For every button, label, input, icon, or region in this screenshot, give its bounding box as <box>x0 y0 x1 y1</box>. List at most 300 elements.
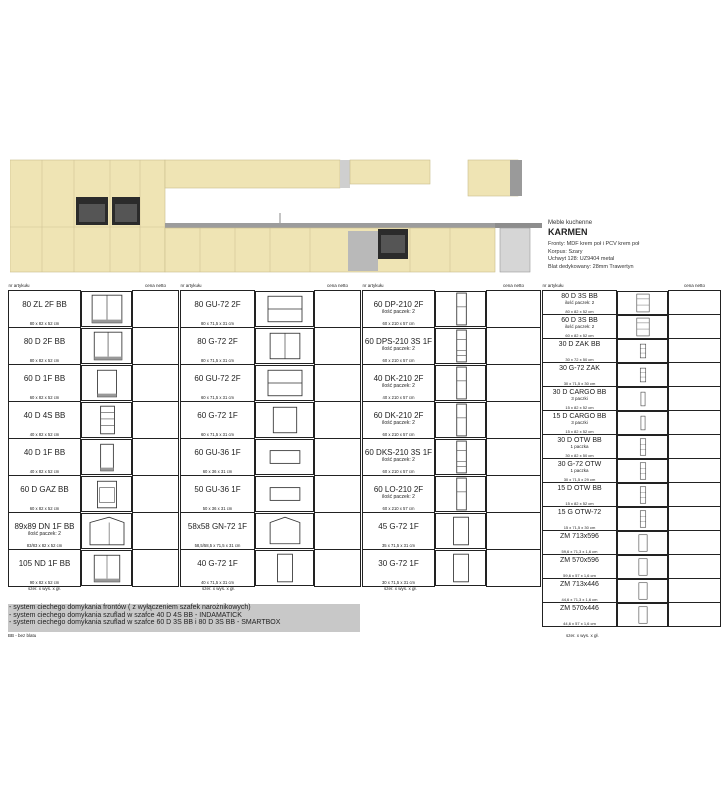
catalog-table-tall <box>362 281 541 587</box>
table-row <box>9 439 179 476</box>
collection-info <box>548 220 723 271</box>
product-cell <box>9 550 81 587</box>
package-count: ilość paczek: 2 <box>382 309 415 315</box>
product-cell <box>181 328 255 365</box>
panel-icon <box>627 532 659 554</box>
table-row <box>181 328 361 365</box>
product-name: 105 ND 1F BB <box>18 559 71 568</box>
header-article: nr artykułu <box>362 283 384 288</box>
wall-1door-narrow-icon <box>437 551 485 585</box>
product-name: ZM 570x446 <box>560 605 599 612</box>
handle-info: Uchwyt 128: UZ9404 metal <box>548 256 615 262</box>
product-cell <box>181 291 255 328</box>
product-name: 60 DKS-210 3S 1F <box>364 448 433 457</box>
table-row <box>543 315 721 339</box>
product-dimensions: 60 x 71,5 x 31 cm <box>200 432 235 437</box>
base-2door-icon <box>83 329 131 363</box>
product-cell <box>9 402 81 439</box>
price-cell[interactable] <box>487 550 541 587</box>
product-cell <box>543 291 617 315</box>
price-cell[interactable] <box>669 339 721 363</box>
table-row <box>543 363 721 387</box>
product-drawing <box>617 363 668 387</box>
tall-drawers-icon <box>437 329 485 363</box>
price-cell[interactable] <box>487 476 541 513</box>
product-cell <box>181 513 255 550</box>
product-dimensions: 15 x 82 x 52 cm <box>565 429 594 434</box>
body-info: Korpus: Szary <box>548 248 583 255</box>
price-cell[interactable] <box>669 363 721 387</box>
product-drawing <box>435 439 486 475</box>
product-cell <box>9 513 81 550</box>
product-name: 40 D 1F BB <box>23 448 66 457</box>
price-cell[interactable] <box>669 411 721 435</box>
table-row <box>363 291 541 328</box>
product-drawing <box>617 459 668 483</box>
table-row <box>543 411 721 435</box>
table-row <box>363 365 541 402</box>
product-dimensions: 80 x 82 x 52 cm <box>29 358 60 363</box>
base-sink-icon <box>83 551 131 585</box>
panel-icon <box>627 556 659 578</box>
price-cell[interactable] <box>669 315 721 339</box>
price-cell[interactable] <box>669 459 721 483</box>
product-cell <box>543 579 617 603</box>
price-cell[interactable] <box>133 550 179 587</box>
table-row <box>181 365 361 402</box>
tall-2-icon <box>437 366 485 400</box>
package-count: 3 paczki <box>571 420 588 425</box>
product-dimensions: 40 x 71,5 x 31 cm <box>200 580 235 585</box>
product-cell <box>363 365 435 402</box>
product-cell <box>9 291 81 328</box>
dims-label: szer. x wys. x gł. <box>566 633 599 638</box>
product-drawing <box>81 476 132 512</box>
product-dimensions: 60 x 210 x 57 cm <box>382 321 415 326</box>
product-name: 60 DPS-210 3S 1F <box>364 337 433 346</box>
product-drawing <box>81 439 132 475</box>
price-cell[interactable] <box>133 513 179 550</box>
package-count: ilość paczek: 2 <box>382 383 415 389</box>
table-row <box>543 459 721 483</box>
table-row <box>181 402 361 439</box>
table-row <box>543 507 721 531</box>
note-line: - system ciechego domykania szuflad w szafce 60 D 3S BB i 80 D 3S BB - SMARTBOX <box>9 619 281 627</box>
price-cell[interactable] <box>315 476 361 513</box>
table-row <box>543 435 721 459</box>
product-name: 60 LO-210 2F <box>373 485 424 494</box>
wall-1door-narrow-icon <box>257 551 313 585</box>
product-name: ZM 713x596 <box>560 533 599 540</box>
wall-corner-icon <box>257 514 313 548</box>
table-row <box>181 550 361 587</box>
package-count: ilość paczek: 2 <box>564 300 595 305</box>
product-dimensions: 40 x 82 x 52 cm <box>29 469 60 474</box>
price-cell[interactable] <box>669 531 721 555</box>
price-cell[interactable] <box>315 291 361 328</box>
product-cell <box>9 476 81 513</box>
product-drawing <box>255 513 314 549</box>
product-name: 60 DK-210 2F <box>373 411 424 420</box>
price-cell[interactable] <box>669 555 721 579</box>
side-narrow-icon <box>627 340 659 362</box>
base-2door-open-icon <box>83 292 131 326</box>
cargo-icon <box>627 388 659 410</box>
wall-1door-icon <box>257 403 313 437</box>
product-cell <box>543 339 617 363</box>
product-name: 80 G-72 2F <box>197 337 238 346</box>
product-dimensions: 80 x 82 x 52 cm <box>29 321 60 326</box>
price-cell[interactable] <box>133 439 179 476</box>
product-name: 40 DK-210 2F <box>373 374 424 383</box>
product-drawing <box>81 550 132 586</box>
table-row <box>181 291 361 328</box>
product-drawing <box>81 291 132 327</box>
product-cell <box>363 402 435 439</box>
base-4drawer-icon <box>83 403 131 437</box>
price-cell[interactable] <box>487 365 541 402</box>
open-shelf-icon <box>627 508 659 530</box>
note-line: - system ciechego domykania frontów ( z wyłączeniem szafek narożnikowych) <box>9 604 251 611</box>
product-cell <box>181 550 255 587</box>
product-cell <box>363 328 435 365</box>
table-row <box>9 402 179 439</box>
product-dimensions: 30 x 71,5 x 31 cm <box>381 580 416 585</box>
product-dimensions: 83/83 x 82 x 52 cm <box>26 543 63 548</box>
price-cell[interactable] <box>669 291 721 315</box>
header-price: cena netto <box>326 283 349 288</box>
base-1door-icon <box>83 366 131 400</box>
table-row <box>181 513 361 550</box>
product-cell <box>181 439 255 476</box>
product-drawing <box>617 579 668 603</box>
table-row <box>543 603 721 627</box>
catalog-table-wall <box>180 281 361 587</box>
table-row <box>543 291 721 315</box>
catalog-table-extras <box>542 281 721 627</box>
table-row <box>543 531 721 555</box>
product-dimensions: 58,5/58,5 x 71,5 x 31 cm <box>194 543 241 548</box>
package-count: 1 paczka <box>570 444 589 449</box>
product-name: 58x58 GN-72 1F <box>187 522 248 531</box>
product-drawing <box>81 365 132 401</box>
header-price: cena netto <box>144 283 167 288</box>
product-name: 30 G-72 ZAK <box>559 365 600 372</box>
table-row <box>9 328 179 365</box>
wall-low-icon <box>257 477 313 511</box>
package-count: ilość paczek: 2 <box>564 324 595 329</box>
product-dimensions: 44,6 x 57 x 1,6 cm <box>563 621 596 626</box>
product-name: 80 GU-72 2F <box>194 300 241 309</box>
fronts-info: Fronty: MDF krem poł i PCV krem poł <box>548 241 640 247</box>
package-count: 1 paczka <box>570 468 589 473</box>
product-drawing <box>435 513 486 549</box>
product-dimensions: 60 x 82 x 52 cm <box>29 506 60 511</box>
price-cell[interactable] <box>669 387 721 411</box>
open-shelf-icon <box>627 484 659 506</box>
product-drawing <box>255 476 314 512</box>
product-name: 80 D 2F BB <box>23 337 66 346</box>
product-drawing <box>435 550 486 586</box>
product-dimensions: 35 x 71,5 x 31 cm <box>381 543 416 548</box>
product-cell <box>543 411 617 435</box>
table-row <box>543 579 721 603</box>
collection-title: KARMEN <box>548 226 588 237</box>
price-cell[interactable] <box>315 365 361 402</box>
package-count: ilość paczek: 2 <box>382 494 415 500</box>
header-price: cena netto <box>502 283 525 288</box>
product-dimensions: 40 x 210 x 57 cm <box>382 395 415 400</box>
tall-2-icon <box>437 477 485 511</box>
product-name: 40 G-72 1F <box>197 559 238 568</box>
table-row <box>9 291 179 328</box>
product-cell <box>543 483 617 507</box>
product-name: 60 DP-210 2F <box>373 300 424 309</box>
product-dimensions: 30 x 72 x 50 cm <box>565 357 594 362</box>
product-dimensions: 44,6 x 71,3 x 1,6 cm <box>561 597 598 602</box>
product-dimensions: 60 x 82 x 52 cm <box>29 395 60 400</box>
price-cell[interactable] <box>487 513 541 550</box>
price-cell[interactable] <box>669 579 721 603</box>
price-cell[interactable] <box>315 328 361 365</box>
worktop-info: Blat dedykowany: 28mm Trawertyn <box>548 263 634 270</box>
product-dimensions: 80 x 82 x 52 cm <box>565 309 594 314</box>
product-dimensions: 15 x 82 x 52 cm <box>565 405 594 410</box>
table-row <box>363 476 541 513</box>
product-drawing <box>617 483 668 507</box>
product-cell <box>181 402 255 439</box>
product-drawing <box>617 603 668 627</box>
table-row <box>543 387 721 411</box>
header-article: nr artykułu <box>8 283 30 288</box>
product-drawing <box>255 365 314 401</box>
product-cell <box>543 363 617 387</box>
price-cell[interactable] <box>315 550 361 587</box>
table-row <box>543 339 721 363</box>
product-cell <box>543 603 617 627</box>
product-cell <box>543 531 617 555</box>
product-name: 30 D OTW BB <box>557 437 602 444</box>
tall-2-icon <box>437 403 485 437</box>
product-drawing <box>617 315 668 339</box>
product-drawing <box>255 439 314 475</box>
product-name: 60 GU-36 1F <box>194 448 241 457</box>
price-cell[interactable] <box>315 513 361 550</box>
product-drawing <box>435 365 486 401</box>
product-drawing <box>435 476 486 512</box>
header-price: cena netto <box>683 283 706 288</box>
notes-box <box>8 604 360 632</box>
price-cell[interactable] <box>487 328 541 365</box>
product-name: 89x89 DN 1F BB <box>14 522 75 531</box>
header-article: nr artykułu <box>542 283 564 288</box>
product-dimensions: 80 x 71,5 x 31 cm <box>200 321 235 326</box>
package-count: ilość paczek: 2 <box>382 346 415 352</box>
product-name: 60 D 3S BB <box>561 317 598 324</box>
package-count: ilość paczek: 2 <box>382 420 415 426</box>
side-narrow-icon <box>627 364 659 386</box>
price-cell[interactable] <box>315 402 361 439</box>
price-cell[interactable] <box>669 603 721 627</box>
note-line: - system ciechego domykania szuflad w szafce 40 D 4S BB - INDAMATICK <box>9 611 242 619</box>
product-cell <box>181 365 255 402</box>
product-dimensions: 60 x 210 x 57 cm <box>382 506 415 511</box>
cargo-icon <box>627 412 659 434</box>
product-drawing <box>255 550 314 586</box>
price-cell[interactable] <box>487 291 541 328</box>
product-drawing <box>81 513 132 549</box>
table-row <box>181 439 361 476</box>
product-drawing <box>617 291 668 315</box>
price-cell[interactable] <box>315 439 361 476</box>
product-drawing <box>617 387 668 411</box>
product-cell <box>363 439 435 476</box>
panel-icon <box>627 580 659 602</box>
product-cell <box>9 439 81 476</box>
product-drawing <box>255 402 314 438</box>
wall-2flap-icon <box>257 366 313 400</box>
package-count: ilość paczek: 2 <box>382 457 415 463</box>
wall-low-icon <box>257 440 313 474</box>
product-cell <box>543 315 617 339</box>
base-3drawer-icon <box>627 292 659 314</box>
product-dimensions: 40 x 82 x 52 cm <box>29 432 60 437</box>
wall-1door-narrow-icon <box>437 514 485 548</box>
product-dimensions: 60 x 82 x 52 cm <box>565 333 594 338</box>
product-drawing <box>617 411 668 435</box>
price-cell[interactable] <box>669 435 721 459</box>
product-drawing <box>81 402 132 438</box>
catalog-table-base <box>8 281 179 587</box>
package-count: 3 paczki <box>571 396 588 401</box>
table-row <box>9 513 179 550</box>
price-cell[interactable] <box>133 365 179 402</box>
base-oven-icon <box>83 477 131 511</box>
table-row <box>9 476 179 513</box>
product-dimensions: 59,6 x 57 x 1,6 cm <box>563 573 596 578</box>
open-shelf-icon <box>627 460 659 482</box>
product-drawing <box>81 328 132 364</box>
product-name: 60 G-72 1F <box>197 411 238 420</box>
price-cell[interactable] <box>487 402 541 439</box>
product-cell <box>543 555 617 579</box>
price-cell[interactable] <box>133 291 179 328</box>
product-cell <box>543 507 617 531</box>
product-cell <box>9 328 81 365</box>
table-row <box>363 402 541 439</box>
table-row <box>363 513 541 550</box>
category-label: Meble kuchenne <box>548 220 593 226</box>
product-dimensions: 60 x 210 x 57 cm <box>382 469 415 474</box>
product-cell <box>9 365 81 402</box>
product-cell <box>543 387 617 411</box>
product-dimensions: 50 x 36 x 31 cm <box>202 506 233 511</box>
base-3drawer-icon <box>627 316 659 338</box>
product-cell <box>181 476 255 513</box>
panel-icon <box>627 604 659 626</box>
table-row <box>363 439 541 476</box>
table-row <box>363 328 541 365</box>
product-dimensions: 80 x 71,5 x 31 cm <box>200 358 235 363</box>
product-name: 30 G-72 1F <box>378 559 419 568</box>
product-name: 80 ZL 2F BB <box>22 300 67 309</box>
product-drawing <box>617 531 668 555</box>
product-drawing <box>435 291 486 327</box>
package-count: ilość paczek: 2 <box>28 531 61 537</box>
product-cell <box>363 476 435 513</box>
product-dimensions: 59,6 x 71,3 x 1,6 cm <box>561 549 598 554</box>
product-name: 50 GU-36 1F <box>194 485 241 494</box>
product-drawing <box>435 402 486 438</box>
tall-2-icon <box>437 292 485 326</box>
product-cell <box>363 291 435 328</box>
product-cell <box>363 513 435 550</box>
wall-2flap-icon <box>257 292 313 326</box>
product-dimensions: 60 x 210 x 57 cm <box>382 432 415 437</box>
product-name: 30 D CARGO BB <box>552 389 607 396</box>
price-cell[interactable] <box>133 402 179 439</box>
product-drawing <box>617 435 668 459</box>
open-shelf-icon <box>627 436 659 458</box>
base-corner-icon <box>83 514 131 548</box>
price-cell[interactable] <box>669 507 721 531</box>
product-name: 15 D OTW BB <box>557 485 602 492</box>
product-drawing <box>617 507 668 531</box>
product-name: 45 G-72 1F <box>378 522 419 531</box>
product-cell <box>543 459 617 483</box>
product-dimensions: 60 x 71,5 x 31 cm <box>200 395 235 400</box>
product-name: 60 D 1F BB <box>23 374 66 383</box>
product-dimensions: 60 x 210 x 57 cm <box>382 358 415 363</box>
product-cell <box>363 550 435 587</box>
product-name: 60 D GAZ BB <box>20 485 69 494</box>
product-drawing <box>255 328 314 364</box>
product-drawing <box>617 339 668 363</box>
product-dimensions: 30 x 71,5 x 29 cm <box>563 477 596 482</box>
dims-label: szer. x wys. x gł. <box>202 586 235 591</box>
product-name: ZM 570x596 <box>560 557 599 564</box>
product-dimensions: 15 x 71,5 x 30 cm <box>563 525 596 530</box>
product-name: ZM 713x446 <box>560 581 599 588</box>
table-row <box>543 483 721 507</box>
wall-2door-icon <box>257 329 313 363</box>
product-name: 30 G-72 OTW <box>557 461 602 468</box>
product-dimensions: 60 x 36 x 31 cm <box>202 469 233 474</box>
dims-label: szer. x wys. x gł. <box>28 586 61 591</box>
price-cell[interactable] <box>133 476 179 513</box>
table-row <box>543 555 721 579</box>
product-name: 80 D 3S BB <box>561 293 598 300</box>
product-dimensions: 90 x 82 x 52 cm <box>29 580 60 585</box>
dims-label: szer. x wys. x gł. <box>384 586 417 591</box>
product-drawing <box>255 291 314 327</box>
product-name: 40 D 4S BB <box>23 411 66 420</box>
table-row <box>9 550 179 587</box>
price-cell[interactable] <box>487 439 541 476</box>
price-cell[interactable] <box>133 328 179 365</box>
product-name: 60 GU-72 2F <box>194 374 241 383</box>
header-article: nr artykułu <box>180 283 202 288</box>
product-cell <box>543 435 617 459</box>
product-dimensions: 15 x 82 x 52 cm <box>565 501 594 506</box>
bb-note: BB - bez blatu <box>8 633 37 638</box>
price-cell[interactable] <box>669 483 721 507</box>
product-drawing <box>435 328 486 364</box>
product-dimensions: 30 x 82 x 50 cm <box>565 453 594 458</box>
base-1door-narrow-icon <box>83 440 131 474</box>
product-dimensions: 30 x 71,5 x 30 cm <box>563 381 596 386</box>
product-drawing <box>617 555 668 579</box>
